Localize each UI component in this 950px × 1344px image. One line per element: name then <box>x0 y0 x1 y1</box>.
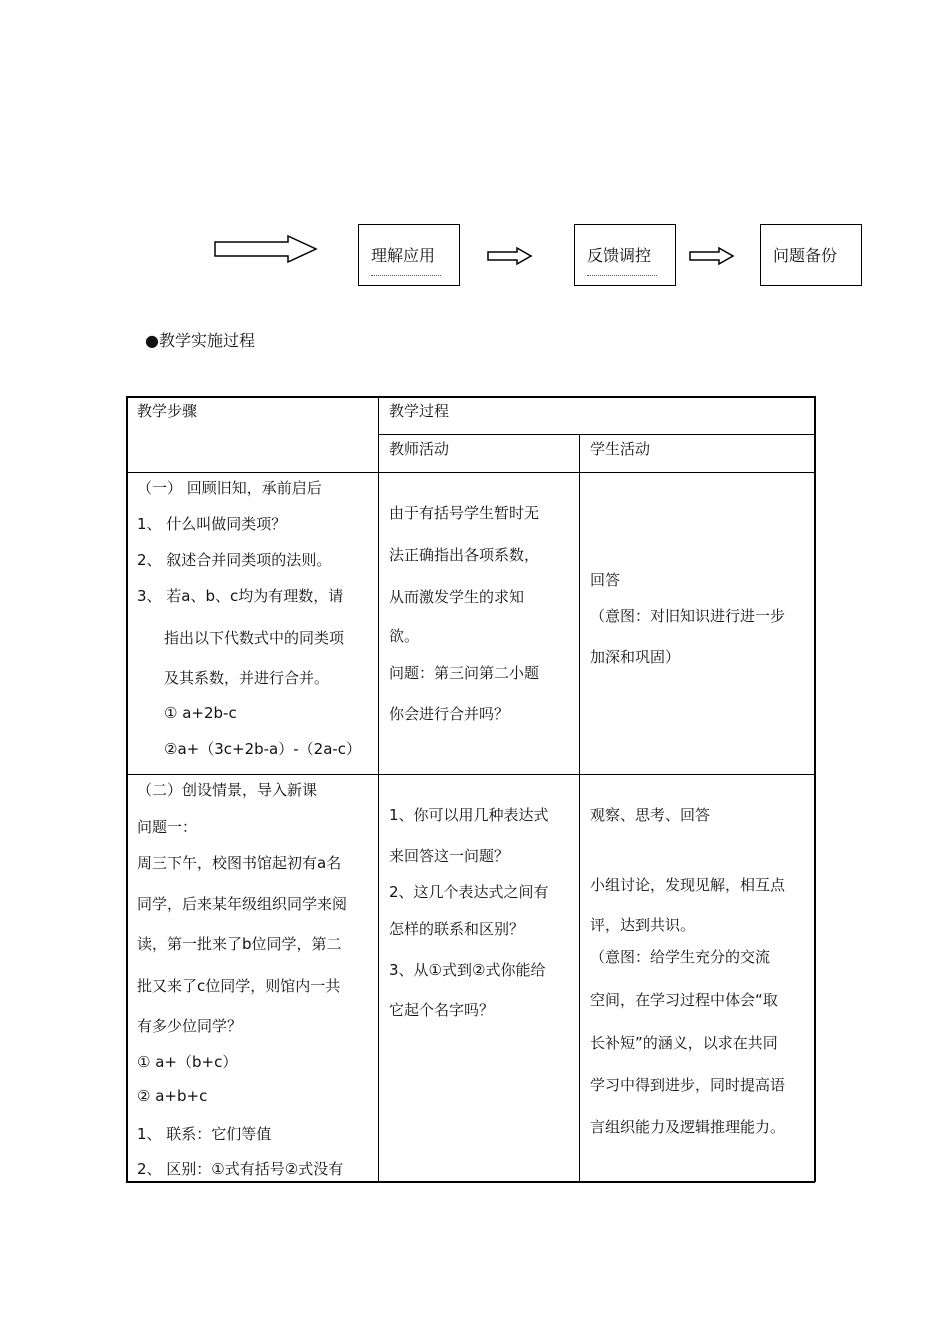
row1-steps-line: ① a+2b-c <box>164 704 237 722</box>
row1-steps-line: 及其系数，并进行合并。 <box>164 669 330 687</box>
row1-steps-line: ②a+（3c+2b-a）-（2a-c） <box>164 740 362 758</box>
row1-teacher-line: 欲。 <box>389 627 420 645</box>
row1-steps-line: 3、 若a、b、c均为有理数，请 <box>137 587 344 605</box>
row2-student-line: （意图：给学生充分的交流 <box>590 948 771 966</box>
table-row-divider <box>126 774 815 775</box>
section-heading: ●教学实施过程 <box>145 331 255 350</box>
header-teacher-activity: 教师活动 <box>389 440 450 458</box>
row1-student-line: 回答 <box>590 571 621 589</box>
flow-box-label: 问题备份 <box>773 246 838 265</box>
row1-teacher-line: 由于有括号学生暂时无 <box>389 504 540 522</box>
table-header-bottom <box>126 472 815 473</box>
row2-teacher-line: 来回答这一问题？ <box>389 847 510 865</box>
row2-teacher-line: 它起个名字吗？ <box>389 1001 495 1019</box>
row2-student-line: 空间，在学习过程中体会“取 <box>590 991 778 1009</box>
row1-teacher-line: 问题：第三问第二小题 <box>389 664 540 682</box>
flow-arrow-small-2 <box>689 247 735 265</box>
flow-box-label: 理解应用 <box>371 246 436 265</box>
header-student-activity: 学生活动 <box>590 440 651 458</box>
table-col-divider-1 <box>378 396 379 1182</box>
table-border-top <box>126 396 815 398</box>
row2-steps-line: 周三下午，校图书馆起初有a名 <box>137 854 342 872</box>
row2-teacher-line: 1、你可以用几种表达式 <box>389 806 549 824</box>
flow-arrow-large <box>214 235 318 263</box>
truncated-subtext <box>371 275 441 286</box>
row2-steps-line: ① a+（b+c） <box>137 1053 238 1071</box>
table-border-bottom <box>126 1181 815 1183</box>
row2-student-line: 小组讨论，发现见解，相互点 <box>590 876 786 894</box>
row2-steps-line: ② a+b+c <box>137 1087 208 1105</box>
row2-steps-line: 有多少位同学？ <box>137 1017 243 1035</box>
table-subheader-line <box>378 434 815 435</box>
row2-student-line: 学习中得到进步，同时提高语 <box>590 1076 786 1094</box>
row1-steps-line: 指出以下代数式中的同类项 <box>164 629 345 647</box>
row2-teacher-line: 3、从①式到②式你能给 <box>389 961 546 979</box>
row2-steps-line: 批又来了c位同学，则馆内一共 <box>137 977 341 995</box>
row1-teacher-line: 法正确指出各项系数， <box>389 546 540 564</box>
row2-steps-line: 同学，后来某年级组织同学来阅 <box>137 895 348 913</box>
flow-box-understand-apply <box>358 224 460 286</box>
row1-steps-line: 1、 什么叫做同类项？ <box>137 515 287 533</box>
row1-steps-line: （一） 回顾旧知，承前启后 <box>137 479 322 497</box>
row2-steps-line: 读，第一批来了b位同学，第二 <box>137 935 342 953</box>
row2-steps-line: 问题一： <box>137 818 198 836</box>
flow-arrow-small-1 <box>487 247 533 265</box>
table-border-right <box>814 396 816 1182</box>
row1-student-line: 加深和巩固） <box>590 648 681 666</box>
row2-student-line: 长补短”的涵义，以求在共同 <box>590 1034 778 1052</box>
row1-teacher-line: 你会进行合并吗？ <box>389 705 510 723</box>
row2-student-line: 观察、思考、回答 <box>590 806 711 824</box>
row2-student-line: 评，达到共识。 <box>590 916 696 934</box>
truncated-subtext <box>587 275 657 286</box>
row2-teacher-line: 2、这几个表达式之间有 <box>389 883 549 901</box>
row2-teacher-line: 怎样的联系和区别？ <box>389 920 525 938</box>
flow-box-feedback-control <box>574 224 676 286</box>
row2-student-line: 言组织能力及逻辑推理能力。 <box>590 1118 786 1136</box>
row2-steps-line: 1、 联系：它们等值 <box>137 1125 272 1143</box>
row2-steps-line: 2、 区别：①式有括号②式没有 <box>137 1160 344 1178</box>
header-steps: 教学步骤 <box>137 402 198 420</box>
row1-student-line: （意图：对旧知识进行进一步 <box>590 607 786 625</box>
row1-steps-line: 2、 叙述合并同类项的法则。 <box>137 551 332 569</box>
table-border-left <box>126 396 128 1182</box>
row1-teacher-line: 从而激发学生的求知 <box>389 588 525 606</box>
row2-steps-line: （二）创设情景，导入新课 <box>137 781 318 799</box>
table-col-divider-2 <box>579 434 580 1182</box>
flow-box-question-backup <box>760 224 862 286</box>
flow-box-label: 反馈调控 <box>587 246 652 265</box>
header-process: 教学过程 <box>389 402 450 420</box>
